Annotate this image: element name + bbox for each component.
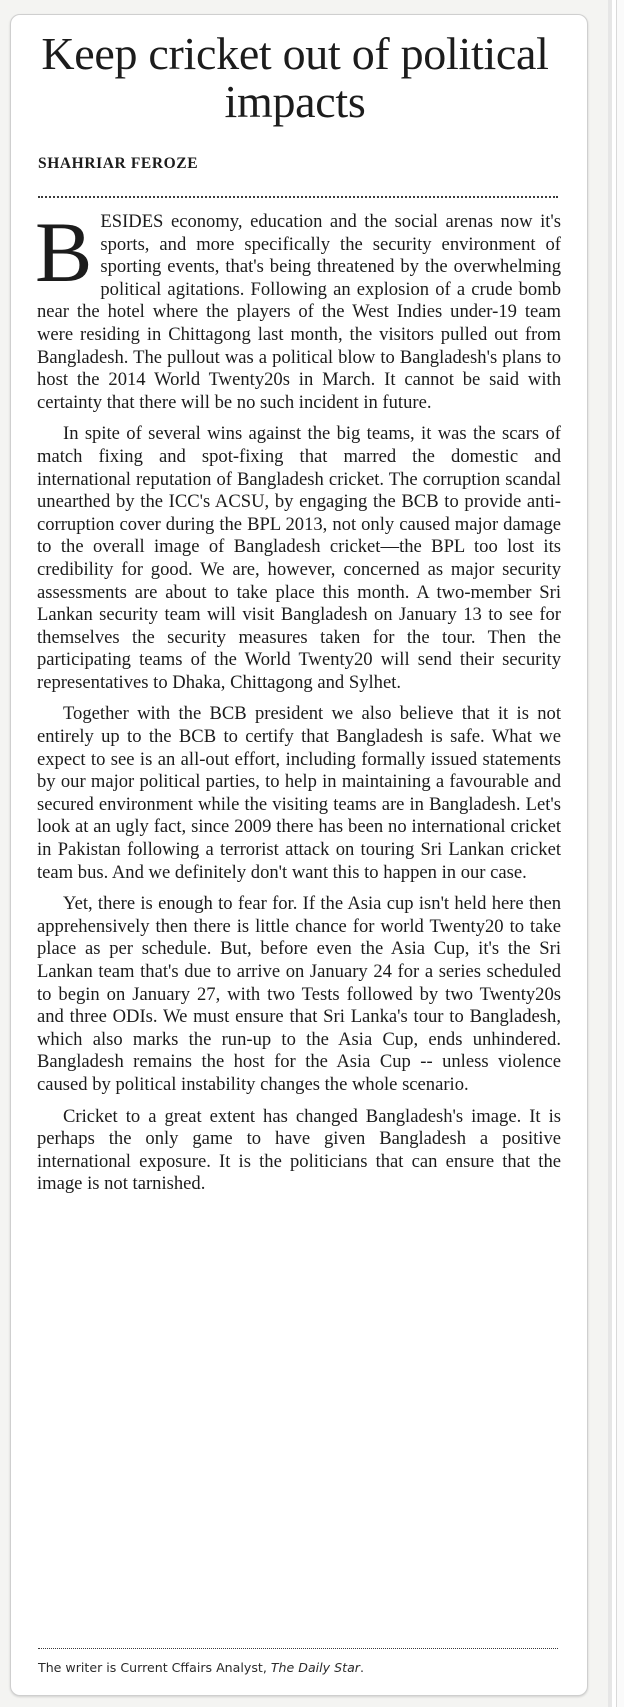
drop-cap: B <box>35 204 93 300</box>
body-paragraph: Together with the BCB president we also believe that it is not entirely up to the BCB to certify that Bangladesh is safe. What we expect to see is an all-out effort, including formally issued statements by our major political parties, to help in maintaining a favourable and secured environment while the visiting teams are in Bangladesh. Let's look at an ugly fact, since 2009 there has been no international cricket in Pakistan following a terrorist attack on touring Sri Lankan cricket team bus. And we definitely don't want this to happen in our case. <box>37 703 561 883</box>
lead-paragraph <box>35 204 561 414</box>
body-paragraph: In spite of several wins against the big teams, it was the scars of match fixing and spot-fixing that marred the domestic and international reputation of Bangladesh cricket. The corruption scandal unearthed by the ICC's ACSU, by engaging the BCB to provide anti-corruption cover during the BPL 2013, not only caused major damage to the overall image of Bangladesh cricket—the BPL too lost its credibility for good. We are, however, concerned as major security assessments are about to take place this month. A two-member Sri Lankan security team will visit Bangladesh on January 13 to see for themselves the security measures taken for the tour. Then the participating teams of the World Twenty20 will send their security representatives to Dhaka, Chittagong and Sylhet. <box>37 423 561 693</box>
dotted-divider-bottom <box>38 1648 558 1649</box>
publication-name: The Daily Star <box>270 1660 360 1675</box>
article-body <box>35 204 561 1205</box>
lead-paragraph-text: ESIDES economy, education and the social arenas now it's sports, and more specifically the security environment of sporting events, that's being threatened by the overwhelming political agitations. Following an explosion of a crude bomb near the hotel where the players of the West Indies under-19 team were residing in Chittagong last month, the visitors pulled out from Bangladesh. The pullout was a political blow to Bangladesh's plans to host the 2014 World Twenty20s in March. It cannot be said with certainty that there will be no such incident in future. <box>37 211 561 413</box>
dotted-divider-top <box>38 196 558 198</box>
author-note-text: The writer is Current Cffairs Analyst, <box>38 1660 271 1675</box>
page-edge <box>608 0 624 1707</box>
author-byline: SHAHRIAR FEROZE <box>38 155 199 172</box>
body-paragraph: Cricket to a great extent has changed Bangladesh's image. It is perhaps the only game to have given Bangladesh a positive international exposure. It is the politicians that can ensure that the image is not tarnished. <box>37 1105 561 1195</box>
author-note-end: . <box>359 1660 364 1675</box>
body-paragraph: Yet, there is enough to fear for. If the Asia cup isn't held here then apprehensively then there is little chance for world Twenty20 to take place as per schedule. But, before even the Asia Cup, it's the Sri Lankan team that's due to arrive on January 24 for a series scheduled to begin on January 27, with two Tests followed by two Twenty20s and three ODIs. We must ensure that Sri Lanka's tour to Bangladesh, which also marks the run-up to the Asia Cup, ends unhindered. Bangladesh remains the host for the Asia Cup -- unless violence caused by political instability changes the whole scenario. <box>37 893 561 1095</box>
article-headline: Keep cricket out of political impacts <box>41 28 549 127</box>
author-note <box>38 1660 364 1675</box>
